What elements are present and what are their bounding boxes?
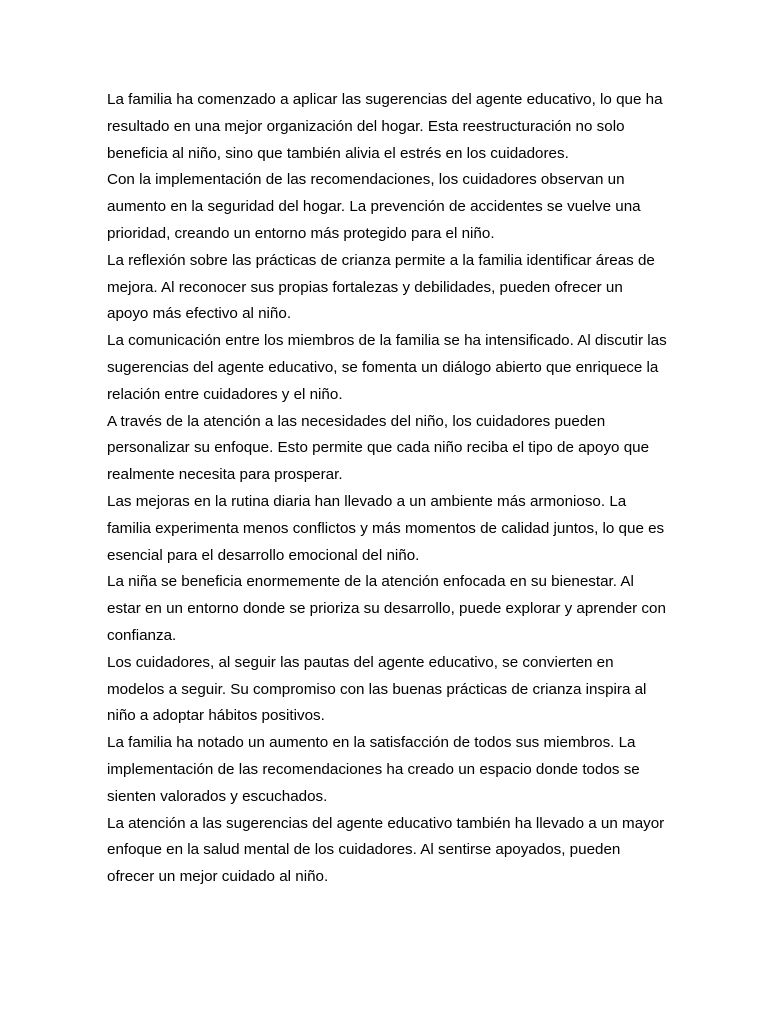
paragraph: La niña se beneficia enormemente de la atención enfocada en su bienestar. Al estar en un entorno donde se prioriza su desarrollo, puede explorar y aprender con confianza. bbox=[107, 573, 666, 644]
paragraph: La familia ha notado un aumento en la satisfacción de todos sus miembros. La implementación de las recomendaciones ha creado un espacio donde todos se sienten valorados y escuchados. bbox=[107, 734, 640, 805]
document-body bbox=[107, 87, 667, 891]
paragraph: Con la implementación de las recomendaciones, los cuidadores observan un aumento en la seguridad del hogar. La prevención de accidentes se vuelve una prioridad, creando un entorno más protegido para el niño. bbox=[107, 171, 641, 242]
paragraph: La atención a las sugerencias del agente educativo también ha llevado a un mayor enfoque en la salud mental de los cuidadores. Al sentirse apoyados, pueden ofrecer un mejor cuidado al niño. bbox=[107, 814, 665, 886]
paragraph: La familia ha comenzado a aplicar las sugerencias del agente educativo, lo que ha resultado en una mejor organización del hogar. Esta reestructuración no solo beneficia al niño, sino que también alivia el estrés en los cuidadores. bbox=[107, 91, 663, 162]
paragraph: La reflexión sobre las prácticas de crianza permite a la familia identificar áreas de mejora. Al reconocer sus propias fortalezas y debilidades, pueden ofrecer un apoyo más efectivo al niño. bbox=[107, 251, 655, 323]
paragraph: A través de la atención a las necesidades del niño, los cuidadores pueden personalizar su enfoque. Esto permite que cada niño reciba el tipo de apoyo que realmente necesita para prosperar. bbox=[107, 412, 650, 484]
paragraph: La comunicación entre los miembros de la familia se ha intensificado. Al discutir las sugerencias del agente educativo, se fomenta un diálogo abierto que enriquece la relación entre cuidadores y el niño. bbox=[107, 332, 667, 403]
paragraph: Los cuidadores, al seguir las pautas del agente educativo, se convierten en modelos a seguir. Su compromiso con las buenas prácticas de crianza inspira al niño a adoptar hábitos positivos. bbox=[107, 653, 647, 725]
paragraph: Las mejoras en la rutina diaria han llevado a un ambiente más armonioso. La familia experimenta menos conflictos y más momentos de calidad juntos, lo que es esencial para el desarrollo emocional del niño. bbox=[107, 492, 665, 564]
